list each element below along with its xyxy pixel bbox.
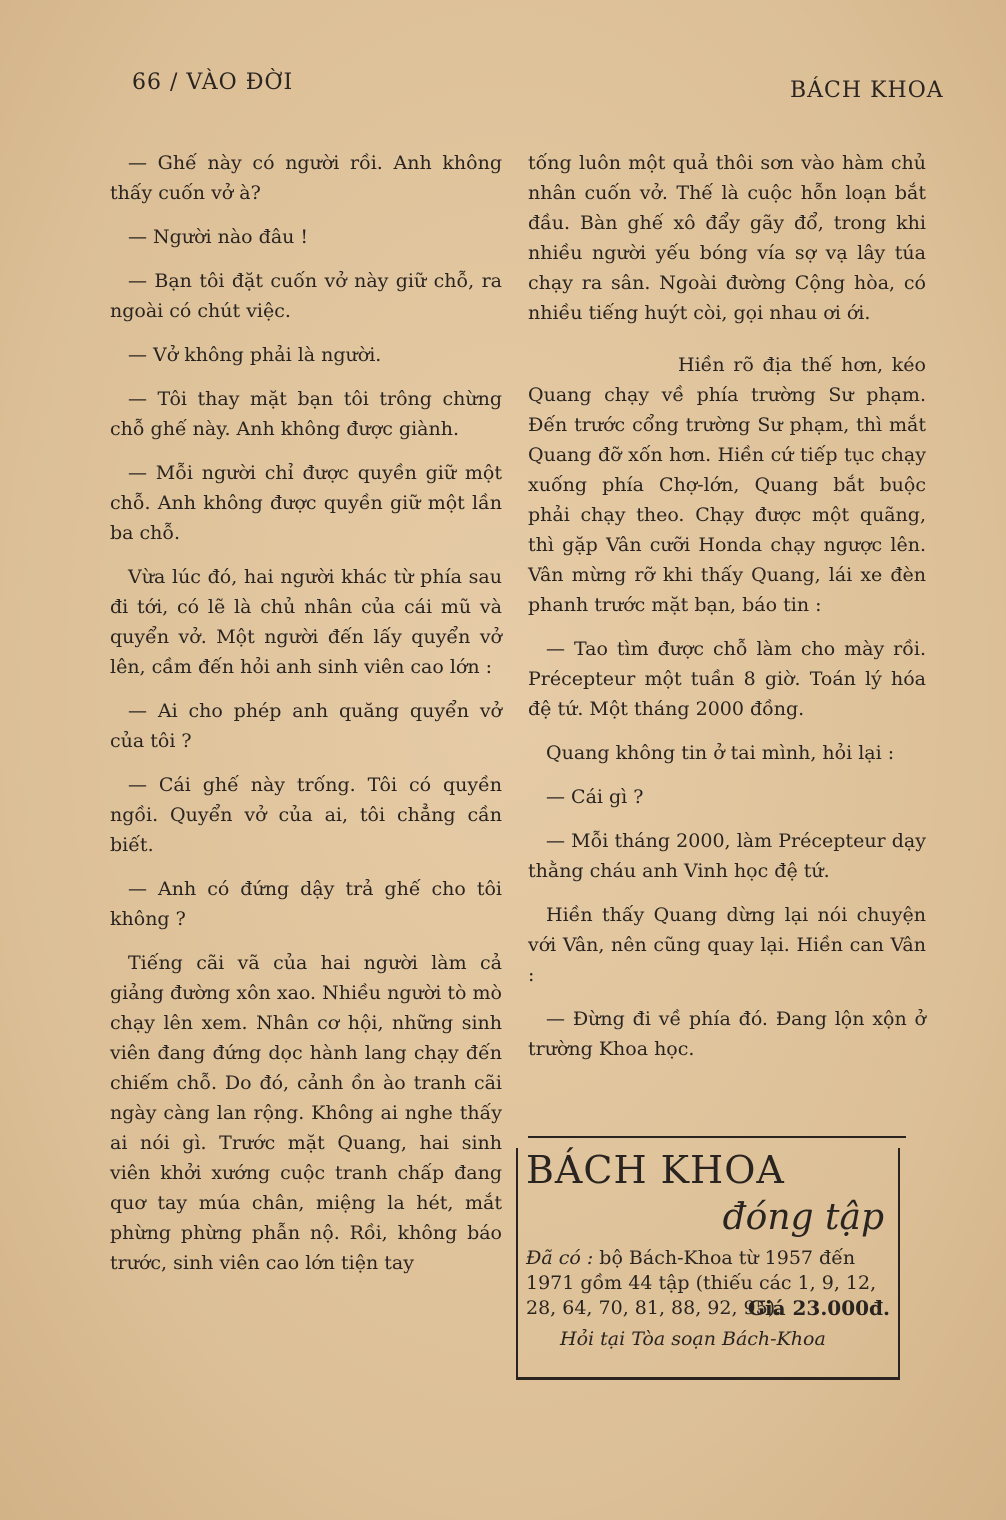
paragraph: — Mỗi tháng 2000, làm Précepteur dạy thằng cháu anh Vinh học đệ tứ. <box>528 830 926 882</box>
ad-label: Đã có : <box>526 1247 594 1269</box>
paragraph: — Ghế này có người rồi. Anh không thấy cuốn vở à? <box>110 152 502 204</box>
paragraph: — Vở không phải là người. <box>128 344 382 366</box>
paragraph: — Tao tìm được chỗ làm cho mày rồi. Précepteur một tuần 8 giờ. Toán lý hóa đệ tứ. Một tháng 2000 đồng. <box>528 638 926 720</box>
paragraph: — Đừng đi về phía đó. Đang lộn xộn ở trường Khoa học. <box>528 1008 926 1060</box>
paragraph: Hiền rõ địa thế hơn, kéo Quang chạy về phía trường Sư phạm. Đến trước cổng trường Sư phạm, thì mắt Quang đỡ xốn hơn. Hiền cứ tiếp tục chạy xuống phía Chợ-lớn, Quang bắt buộc phải chạy theo. Chạy được một quãng, thì gặp Vân cưỡi Honda chạy ngược lên. Vân mừng rỡ khi thấy Quang, lái xe đèn phanh trước mặt bạn, báo tin : <box>528 354 926 616</box>
paragraph: Hiền thấy Quang dừng lại nói chuyện với Vân, nên cũng quay lại. Hiền can Vân : <box>528 904 926 986</box>
page-header-right: BÁCH KHOA <box>790 78 944 103</box>
paragraph: Tiếng cãi vã của hai người làm cả giảng đường xôn xao. Nhiều người tò mò chạy lên xem. Nhân cơ hội, những sinh viên đang đứng dọc hành lang chạy đến chiếm chỗ. Do đó, cảnh ồn ào tranh cãi ngày càng lan rộng. Không ai nghe thấy ai nói gì. Trước mặt Quang, hai sinh viên khởi xướng cuộc tranh chấp đang quơ tay múa chân, miệng la hét, mắt phừng phừng phẫn nộ. Rồi, không báo trước, sinh viên cao lớn tiện tay <box>110 952 502 1274</box>
paragraph: — Anh có đứng dậy trả ghế cho tôi không ? <box>110 878 502 930</box>
paragraph: tống luôn một quả thôi sơn vào hàm chủ nhân cuốn vở. Thế là cuộc hỗn loạn bắt đầu. Bàn ghế xô đẩy gãy đổ, trong khi nhiều người yếu bóng vía sợ vạ lây túa chạy ra sân. Ngoài đường Cộng hòa, có nhiều tiếng huýt còi, gọi nhau ơi ới. <box>528 152 926 324</box>
ad-price: Giá 23.000đ. <box>747 1296 890 1320</box>
paragraph: — Cái ghế này trống. Tôi có quyền ngồi. Quyển vở của ai, tôi chẳng cần biết. <box>110 774 502 856</box>
paragraph: — Bạn tôi đặt cuốn vở này giữ chỗ, ra ngoài có chút việc. <box>110 270 502 322</box>
ad-body-text: bộ Bách-Khoa từ 1957 đến 1971 gồm 44 tập (thiếu các 1, 9, 12, 28, 64, 70, 81, 88, 92, 95). <box>526 1247 877 1319</box>
paragraph: Vừa lúc đó, hai người khác từ phía sau đi tới, có lẽ là chủ nhân của cái mũ và quyển vở. Một người đến lấy quyển vở lên, cầm đến hỏi anh sinh viên cao lớn : <box>110 566 502 678</box>
ad-footer: Hỏi tại Tòa soạn Bách-Khoa <box>560 1328 826 1350</box>
ad-subtitle: đóng tập <box>722 1197 884 1238</box>
paragraph: — Mỗi người chỉ được quyền giữ một chỗ. Anh không được quyền giữ một lần ba chỗ. <box>110 462 502 544</box>
page-header-left: 66 / VÀO ĐỜI <box>132 70 294 95</box>
ad-title: BÁCH KHOA <box>526 1148 785 1192</box>
paragraph: — Cái gì ? <box>546 786 644 808</box>
paragraph: Quang không tin ở tai mình, hỏi lại : <box>546 742 895 764</box>
ad-top-rule <box>528 1136 906 1138</box>
left-text-column <box>110 148 502 1292</box>
paragraph: — Ai cho phép anh quăng quyển vở của tôi ? <box>110 700 502 752</box>
paragraph: — Tôi thay mặt bạn tôi trông chừng chỗ ghế này. Anh không được giành. <box>110 388 502 440</box>
right-text-column <box>528 148 926 1078</box>
paragraph: — Người nào đâu ! <box>128 226 309 248</box>
advertisement-box <box>516 1148 900 1380</box>
